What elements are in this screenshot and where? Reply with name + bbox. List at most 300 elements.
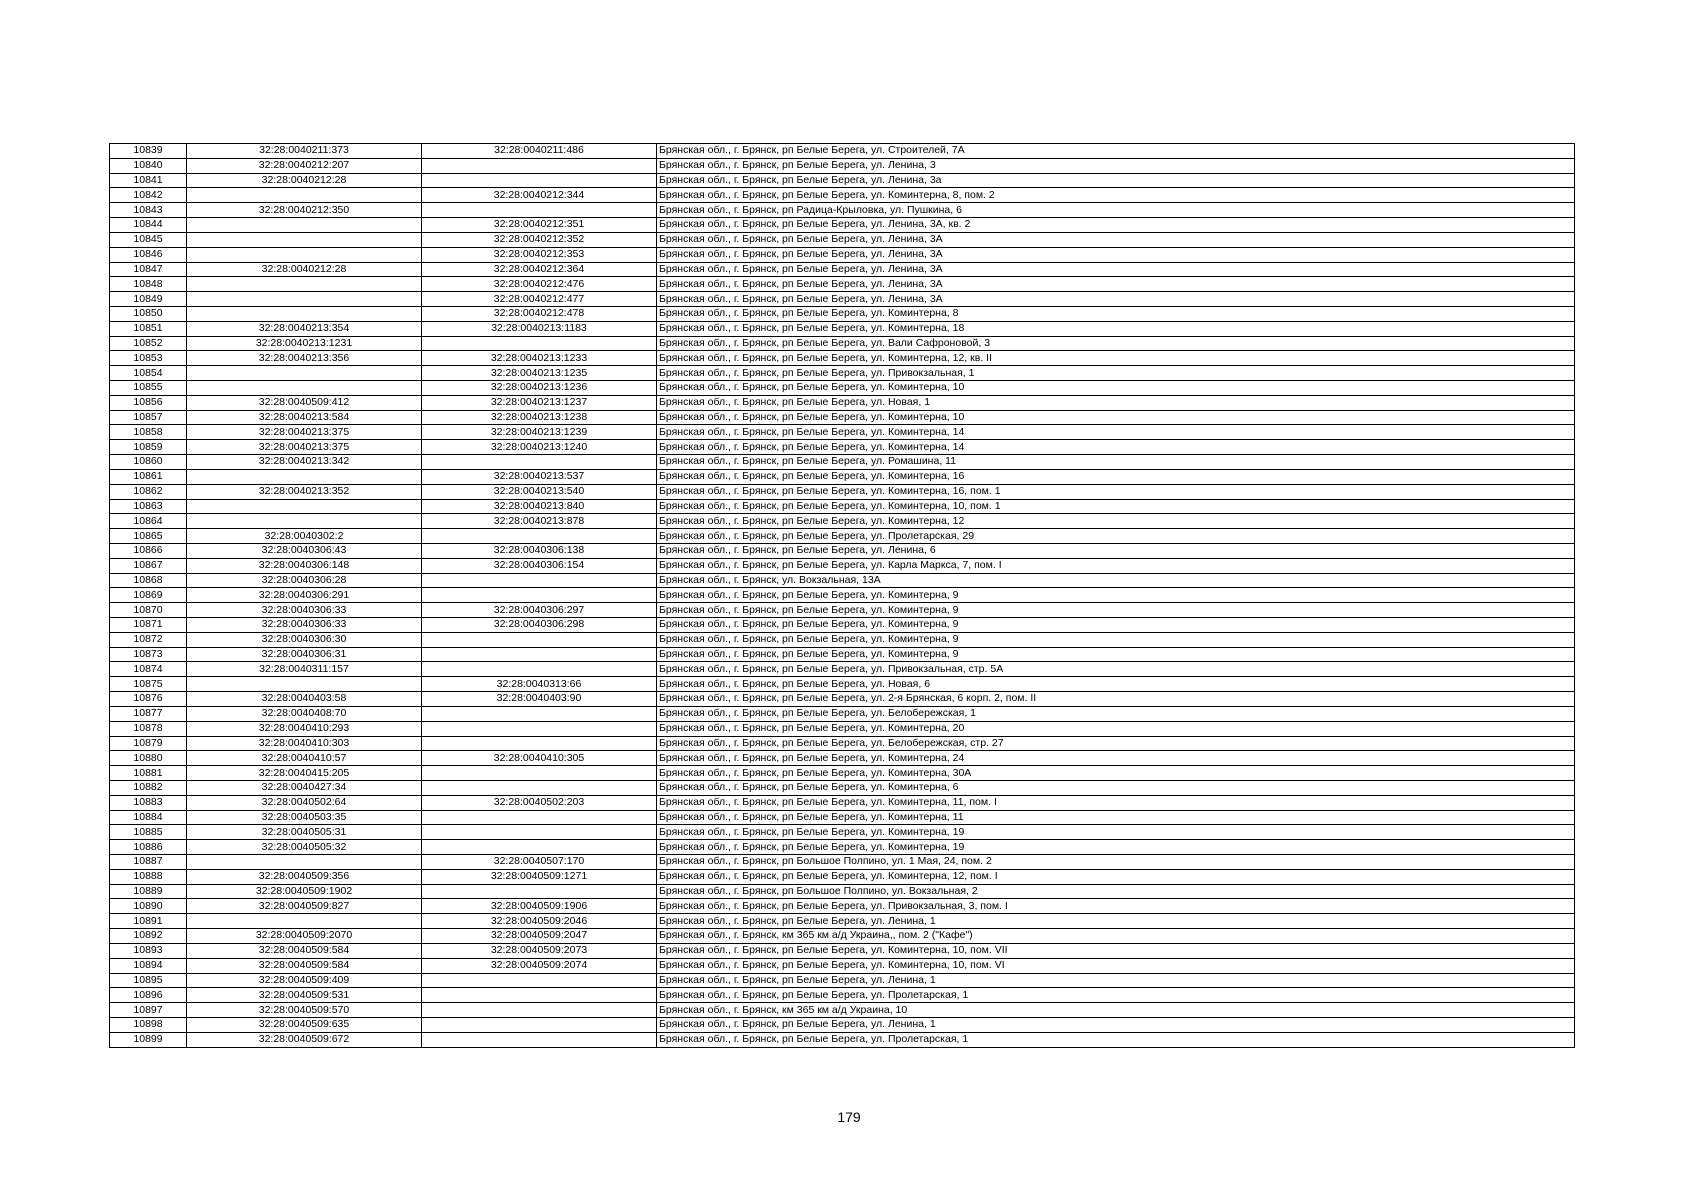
row-number-cell: 10849	[110, 292, 187, 307]
row-number-cell: 10846	[110, 247, 187, 262]
row-number-cell: 10899	[110, 1032, 187, 1047]
cadastral-number-cell: 32:28:0040306:291	[187, 588, 422, 603]
related-cadastral-number-cell	[422, 529, 657, 544]
cadastral-number-cell: 32:28:0040505:32	[187, 840, 422, 855]
cadastral-number-cell	[187, 247, 422, 262]
address-cell: Брянская обл., г. Брянск, рп Белые Берега, ул. Строителей, 7А	[657, 144, 1575, 159]
table-row	[110, 766, 1575, 781]
row-number-cell: 10883	[110, 795, 187, 810]
cadastral-number-cell	[187, 232, 422, 247]
table-row	[110, 943, 1575, 958]
cadastral-number-cell: 32:28:0040306:43	[187, 543, 422, 558]
table-row	[110, 351, 1575, 366]
row-number-cell: 10877	[110, 706, 187, 721]
row-number-cell: 10855	[110, 381, 187, 396]
address-cell: Брянская обл., г. Брянск, рп Белые Берега, ул. Коминтерна, 14	[657, 425, 1575, 440]
related-cadastral-number-cell: 32:28:0040212:344	[422, 188, 657, 203]
table-row	[110, 218, 1575, 233]
row-number-cell: 10895	[110, 973, 187, 988]
address-cell: Брянская обл., г. Брянск, рп Белые Берега, ул. Коминтерна, 19	[657, 840, 1575, 855]
row-number-cell: 10889	[110, 884, 187, 899]
table-row	[110, 558, 1575, 573]
related-cadastral-number-cell	[422, 455, 657, 470]
related-cadastral-number-cell	[422, 1032, 657, 1047]
related-cadastral-number-cell: 32:28:0040211:486	[422, 144, 657, 159]
related-cadastral-number-cell	[422, 780, 657, 795]
table-row	[110, 632, 1575, 647]
address-cell: Брянская обл., г. Брянск, рп Белые Берега, ул. Коминтерна, 8	[657, 306, 1575, 321]
related-cadastral-number-cell: 32:28:0040403:90	[422, 692, 657, 707]
row-number-cell: 10881	[110, 766, 187, 781]
table-row	[110, 988, 1575, 1003]
table-row	[110, 455, 1575, 470]
cadastral-number-cell	[187, 292, 422, 307]
related-cadastral-number-cell: 32:28:0040509:2073	[422, 943, 657, 958]
address-cell: Брянская обл., г. Брянск, рп Белые Берега, ул. Пролетарская, 29	[657, 529, 1575, 544]
related-cadastral-number-cell: 32:28:0040306:154	[422, 558, 657, 573]
table-row	[110, 1017, 1575, 1032]
address-cell: Брянская обл., г. Брянск, рп Белые Берега, ул. Новая, 6	[657, 677, 1575, 692]
table-row	[110, 425, 1575, 440]
table-row	[110, 158, 1575, 173]
related-cadastral-number-cell: 32:28:0040213:537	[422, 469, 657, 484]
table-body	[110, 144, 1575, 1048]
address-cell: Брянская обл., г. Брянск, рп Белые Берега, ул. Пролетарская, 1	[657, 1032, 1575, 1047]
row-number-cell: 10842	[110, 188, 187, 203]
cadastral-number-cell: 32:28:0040306:30	[187, 632, 422, 647]
cadastral-number-cell: 32:28:0040213:584	[187, 410, 422, 425]
cadastral-number-cell: 32:28:0040211:373	[187, 144, 422, 159]
address-cell: Брянская обл., г. Брянск, рп Белые Берега, ул. Ленина, 3А	[657, 292, 1575, 307]
row-number-cell: 10847	[110, 262, 187, 277]
cadastral-number-cell: 32:28:0040509:2070	[187, 929, 422, 944]
table-row	[110, 144, 1575, 159]
cadastral-number-cell: 32:28:0040212:28	[187, 173, 422, 188]
row-number-cell: 10886	[110, 840, 187, 855]
address-cell: Брянская обл., г. Брянск, рп Белые Берега, ул. Коминтерна, 11	[657, 810, 1575, 825]
cadastral-number-cell: 32:28:0040509:1902	[187, 884, 422, 899]
cadastral-number-cell: 32:28:0040403:58	[187, 692, 422, 707]
address-cell: Брянская обл., г. Брянск, рп Белые Берега, ул. Ленина, 3А	[657, 277, 1575, 292]
related-cadastral-number-cell: 32:28:0040213:1233	[422, 351, 657, 366]
address-cell: Брянская обл., г. Брянск, рп Белые Берега, ул. Коминтерна, 12	[657, 514, 1575, 529]
row-number-cell: 10854	[110, 366, 187, 381]
row-number-cell: 10892	[110, 929, 187, 944]
related-cadastral-number-cell: 32:28:0040212:351	[422, 218, 657, 233]
address-cell: Брянская обл., г. Брянск, рп Белые Берега, ул. Белобережская, 1	[657, 706, 1575, 721]
related-cadastral-number-cell: 32:28:0040410:305	[422, 751, 657, 766]
related-cadastral-number-cell	[422, 173, 657, 188]
address-cell: Брянская обл., г. Брянск, рп Белые Берега, ул. Карла Маркса, 7, пом. I	[657, 558, 1575, 573]
related-cadastral-number-cell	[422, 988, 657, 1003]
row-number-cell: 10890	[110, 899, 187, 914]
row-number-cell: 10897	[110, 1003, 187, 1018]
cadastral-number-cell	[187, 306, 422, 321]
table-row	[110, 173, 1575, 188]
address-cell: Брянская обл., г. Брянск, рп Белые Берега, ул. Коминтерна, 6	[657, 780, 1575, 795]
row-number-cell: 10884	[110, 810, 187, 825]
table-row	[110, 247, 1575, 262]
row-number-cell: 10839	[110, 144, 187, 159]
address-cell: Брянская обл., г. Брянск, рп Белые Берега, ул. Ленина, 3А	[657, 232, 1575, 247]
cadastral-number-cell: 32:28:0040509:531	[187, 988, 422, 1003]
table-row	[110, 780, 1575, 795]
related-cadastral-number-cell	[422, 1003, 657, 1018]
related-cadastral-number-cell: 32:28:0040502:203	[422, 795, 657, 810]
address-cell: Брянская обл., г. Брянск, рп Белые Берега, ул. Коминтерна, 16	[657, 469, 1575, 484]
cadastral-number-cell: 32:28:0040509:584	[187, 943, 422, 958]
address-cell: Брянская обл., г. Брянск, рп Белые Берега, ул. Ромашина, 11	[657, 455, 1575, 470]
row-number-cell: 10880	[110, 751, 187, 766]
cadastral-number-cell	[187, 381, 422, 396]
related-cadastral-number-cell	[422, 973, 657, 988]
row-number-cell: 10873	[110, 647, 187, 662]
table-row	[110, 899, 1575, 914]
cadastral-number-cell: 32:28:0040213:375	[187, 440, 422, 455]
table-row	[110, 869, 1575, 884]
cadastral-number-cell: 32:28:0040306:148	[187, 558, 422, 573]
row-number-cell: 10857	[110, 410, 187, 425]
related-cadastral-number-cell: 32:28:0040213:1235	[422, 366, 657, 381]
related-cadastral-number-cell	[422, 706, 657, 721]
address-cell: Брянская обл., г. Брянск, рп Белые Берега, ул. Ленина, 3А	[657, 262, 1575, 277]
table-row	[110, 410, 1575, 425]
related-cadastral-number-cell: 32:28:0040213:1236	[422, 381, 657, 396]
related-cadastral-number-cell: 32:28:0040213:1237	[422, 395, 657, 410]
table-row	[110, 751, 1575, 766]
cadastral-number-cell: 32:28:0040311:157	[187, 662, 422, 677]
row-number-cell: 10872	[110, 632, 187, 647]
row-number-cell: 10862	[110, 484, 187, 499]
cadastral-number-cell: 32:28:0040213:342	[187, 455, 422, 470]
related-cadastral-number-cell: 32:28:0040507:170	[422, 855, 657, 870]
related-cadastral-number-cell: 32:28:0040509:1271	[422, 869, 657, 884]
table-row	[110, 973, 1575, 988]
address-cell: Брянская обл., г. Брянск, рп Белые Берега, ул. Коминтерна, 19	[657, 825, 1575, 840]
cadastral-number-cell: 32:28:0040213:375	[187, 425, 422, 440]
table-row	[110, 1032, 1575, 1047]
address-cell: Брянская обл., г. Брянск, ул. Вокзальная, 13А	[657, 573, 1575, 588]
table-row	[110, 395, 1575, 410]
related-cadastral-number-cell	[422, 884, 657, 899]
related-cadastral-number-cell: 32:28:0040213:878	[422, 514, 657, 529]
cadastral-number-cell: 32:28:0040410:293	[187, 721, 422, 736]
address-cell: Брянская обл., г. Брянск, рп Белые Берега, ул. Ленина, 1	[657, 1017, 1575, 1032]
row-number-cell: 10848	[110, 277, 187, 292]
related-cadastral-number-cell	[422, 573, 657, 588]
row-number-cell: 10894	[110, 958, 187, 973]
table-row	[110, 543, 1575, 558]
row-number-cell: 10860	[110, 455, 187, 470]
table-row	[110, 647, 1575, 662]
address-cell: Брянская обл., г. Брянск, рп Белые Берега, ул. Коминтерна, 20	[657, 721, 1575, 736]
page-number: 179	[837, 1109, 861, 1125]
address-cell: Брянская обл., г. Брянск, км 365 км а/д Украина,, пом. 2 ("Кафе")	[657, 929, 1575, 944]
address-cell: Брянская обл., г. Брянск, рп Большое Полпино, ул. 1 Мая, 24, пом. 2	[657, 855, 1575, 870]
related-cadastral-number-cell	[422, 1017, 657, 1032]
related-cadastral-number-cell	[422, 158, 657, 173]
address-cell: Брянская обл., г. Брянск, рп Белые Берега, ул. Коминтерна, 30А	[657, 766, 1575, 781]
cadastral-number-cell	[187, 499, 422, 514]
table-row	[110, 914, 1575, 929]
cadastral-number-cell: 32:28:0040302:2	[187, 529, 422, 544]
row-number-cell: 10882	[110, 780, 187, 795]
table-row	[110, 662, 1575, 677]
related-cadastral-number-cell: 32:28:0040213:1240	[422, 440, 657, 455]
row-number-cell: 10885	[110, 825, 187, 840]
cadastral-number-cell	[187, 914, 422, 929]
related-cadastral-number-cell: 32:28:0040212:364	[422, 262, 657, 277]
table-row	[110, 499, 1575, 514]
cadastral-number-cell: 32:28:0040410:57	[187, 751, 422, 766]
row-number-cell: 10867	[110, 558, 187, 573]
row-number-cell: 10861	[110, 469, 187, 484]
related-cadastral-number-cell: 32:28:0040509:2047	[422, 929, 657, 944]
table-row	[110, 514, 1575, 529]
address-cell: Брянская обл., г. Брянск, рп Белые Берега, ул. Вали Сафроновой, 3	[657, 336, 1575, 351]
row-number-cell: 10856	[110, 395, 187, 410]
property-register-table	[109, 143, 1575, 1048]
related-cadastral-number-cell: 32:28:0040212:476	[422, 277, 657, 292]
address-cell: Брянская обл., г. Брянск, рп Белые Берега, ул. Коминтерна, 10, пом. VI	[657, 958, 1575, 973]
address-cell: Брянская обл., г. Брянск, км 365 км а/д Украина, 10	[657, 1003, 1575, 1018]
cadastral-number-cell: 32:28:0040410:303	[187, 736, 422, 751]
table-row	[110, 618, 1575, 633]
cadastral-number-cell: 32:28:0040306:28	[187, 573, 422, 588]
related-cadastral-number-cell	[422, 336, 657, 351]
cadastral-number-cell: 32:28:0040502:64	[187, 795, 422, 810]
row-number-cell: 10888	[110, 869, 187, 884]
table-row	[110, 692, 1575, 707]
table-row	[110, 484, 1575, 499]
cadastral-number-cell	[187, 514, 422, 529]
address-cell: Брянская обл., г. Брянск, рп Белые Берега, ул. Коминтерна, 8, пом. 2	[657, 188, 1575, 203]
table-row	[110, 677, 1575, 692]
row-number-cell: 10844	[110, 218, 187, 233]
related-cadastral-number-cell: 32:28:0040313:66	[422, 677, 657, 692]
address-cell: Брянская обл., г. Брянск, рп Белые Берега, ул. Коминтерна, 24	[657, 751, 1575, 766]
cadastral-number-cell: 32:28:0040415:205	[187, 766, 422, 781]
address-cell: Брянская обл., г. Брянск, рп Белые Берега, ул. Коминтерна, 9	[657, 618, 1575, 633]
table-row	[110, 336, 1575, 351]
cadastral-number-cell	[187, 277, 422, 292]
address-cell: Брянская обл., г. Брянск, рп Белые Берега, ул. Коминтерна, 9	[657, 632, 1575, 647]
cadastral-number-cell: 32:28:0040509:570	[187, 1003, 422, 1018]
address-cell: Брянская обл., г. Брянск, рп Белые Берега, ул. Ленина, 1	[657, 914, 1575, 929]
related-cadastral-number-cell	[422, 766, 657, 781]
cadastral-number-cell	[187, 855, 422, 870]
table-row	[110, 469, 1575, 484]
table-row	[110, 929, 1575, 944]
related-cadastral-number-cell: 32:28:0040509:2074	[422, 958, 657, 973]
address-cell: Брянская обл., г. Брянск, рп Белые Берега, ул. Коминтерна, 14	[657, 440, 1575, 455]
table-row	[110, 188, 1575, 203]
related-cadastral-number-cell: 32:28:0040213:1239	[422, 425, 657, 440]
row-number-cell: 10868	[110, 573, 187, 588]
address-cell: Брянская обл., г. Брянск, рп Белые Берега, ул. Привокзальная, стр. 5А	[657, 662, 1575, 677]
row-number-cell: 10896	[110, 988, 187, 1003]
address-cell: Брянская обл., г. Брянск, рп Белые Берега, ул. Привокзальная, 1	[657, 366, 1575, 381]
address-cell: Брянская обл., г. Брянск, рп Белые Берега, ул. Ленина, 3А, кв. 2	[657, 218, 1575, 233]
cadastral-number-cell: 32:28:0040212:207	[187, 158, 422, 173]
address-cell: Брянская обл., г. Брянск, рп Белые Берега, ул. Коминтерна, 18	[657, 321, 1575, 336]
related-cadastral-number-cell	[422, 825, 657, 840]
address-cell: Брянская обл., г. Брянск, рп Белые Берега, ул. Коминтерна, 10	[657, 381, 1575, 396]
row-number-cell: 10871	[110, 618, 187, 633]
address-cell: Брянская обл., г. Брянск, рп Белые Берега, ул. Коминтерна, 9	[657, 603, 1575, 618]
row-number-cell: 10887	[110, 855, 187, 870]
table-row	[110, 810, 1575, 825]
row-number-cell: 10864	[110, 514, 187, 529]
cadastral-number-cell: 32:28:0040306:31	[187, 647, 422, 662]
cadastral-number-cell: 32:28:0040213:356	[187, 351, 422, 366]
related-cadastral-number-cell	[422, 810, 657, 825]
row-number-cell: 10865	[110, 529, 187, 544]
related-cadastral-number-cell: 32:28:0040509:1906	[422, 899, 657, 914]
row-number-cell: 10869	[110, 588, 187, 603]
related-cadastral-number-cell: 32:28:0040212:352	[422, 232, 657, 247]
table-row	[110, 603, 1575, 618]
cadastral-number-cell: 32:28:0040509:412	[187, 395, 422, 410]
table-row	[110, 840, 1575, 855]
row-number-cell: 10878	[110, 721, 187, 736]
address-cell: Брянская обл., г. Брянск, рп Белые Берега, ул. Привокзальная, 3, пом. I	[657, 899, 1575, 914]
related-cadastral-number-cell	[422, 736, 657, 751]
address-cell: Брянская обл., г. Брянск, рп Большое Полпино, ул. Вокзальная, 2	[657, 884, 1575, 899]
table-row	[110, 203, 1575, 218]
table-row	[110, 855, 1575, 870]
address-cell: Брянская обл., г. Брянск, рп Белые Берега, ул. Ленина, 6	[657, 543, 1575, 558]
cadastral-number-cell: 32:28:0040503:35	[187, 810, 422, 825]
table-row	[110, 366, 1575, 381]
related-cadastral-number-cell	[422, 662, 657, 677]
table-row	[110, 706, 1575, 721]
table-row	[110, 381, 1575, 396]
cadastral-number-cell: 32:28:0040509:356	[187, 869, 422, 884]
row-number-cell: 10843	[110, 203, 187, 218]
row-number-cell: 10863	[110, 499, 187, 514]
cadastral-number-cell: 32:28:0040509:672	[187, 1032, 422, 1047]
table-row	[110, 795, 1575, 810]
table-row	[110, 721, 1575, 736]
address-cell: Брянская обл., г. Брянск, рп Белые Берега, ул. Коминтерна, 11, пом. I	[657, 795, 1575, 810]
cadastral-number-cell: 32:28:0040306:33	[187, 603, 422, 618]
related-cadastral-number-cell: 32:28:0040212:478	[422, 306, 657, 321]
row-number-cell: 10893	[110, 943, 187, 958]
cadastral-number-cell: 32:28:0040408:70	[187, 706, 422, 721]
related-cadastral-number-cell: 32:28:0040212:477	[422, 292, 657, 307]
address-cell: Брянская обл., г. Брянск, рп Белые Берега, ул. Коминтерна, 10	[657, 410, 1575, 425]
related-cadastral-number-cell: 32:28:0040212:353	[422, 247, 657, 262]
table-row	[110, 232, 1575, 247]
cadastral-number-cell: 32:28:0040213:1231	[187, 336, 422, 351]
cadastral-number-cell: 32:28:0040213:352	[187, 484, 422, 499]
related-cadastral-number-cell: 32:28:0040306:298	[422, 618, 657, 633]
row-number-cell: 10853	[110, 351, 187, 366]
address-cell: Брянская обл., г. Брянск, рп Белые Берега, ул. Пролетарская, 1	[657, 988, 1575, 1003]
cadastral-number-cell: 32:28:0040427:34	[187, 780, 422, 795]
table-row	[110, 884, 1575, 899]
row-number-cell: 10859	[110, 440, 187, 455]
row-number-cell: 10851	[110, 321, 187, 336]
cadastral-number-cell: 32:28:0040509:827	[187, 899, 422, 914]
address-cell: Брянская обл., г. Брянск, рп Белые Берега, ул. Ленина, 1	[657, 973, 1575, 988]
address-cell: Брянская обл., г. Брянск, рп Белые Берега, ул. Ленина, 3А	[657, 247, 1575, 262]
row-number-cell: 10858	[110, 425, 187, 440]
table-row	[110, 262, 1575, 277]
row-number-cell: 10870	[110, 603, 187, 618]
address-cell: Брянская обл., г. Брянск, рп Белые Берега, ул. 2-я Брянская, 6 корп. 2, пом. II	[657, 692, 1575, 707]
address-cell: Брянская обл., г. Брянск, рп Белые Берега, ул. Коминтерна, 10, пом. 1	[657, 499, 1575, 514]
row-number-cell: 10891	[110, 914, 187, 929]
related-cadastral-number-cell: 32:28:0040213:840	[422, 499, 657, 514]
table-row	[110, 588, 1575, 603]
address-cell: Брянская обл., г. Брянск, рп Белые Берега, ул. Коминтерна, 12, пом. I	[657, 869, 1575, 884]
address-cell: Брянская обл., г. Брянск, рп Белые Берега, ул. Коминтерна, 16, пом. 1	[657, 484, 1575, 499]
cadastral-number-cell: 32:28:0040306:33	[187, 618, 422, 633]
related-cadastral-number-cell	[422, 647, 657, 662]
related-cadastral-number-cell	[422, 588, 657, 603]
cadastral-number-cell	[187, 218, 422, 233]
related-cadastral-number-cell	[422, 721, 657, 736]
table-row	[110, 825, 1575, 840]
row-number-cell: 10876	[110, 692, 187, 707]
address-cell: Брянская обл., г. Брянск, рп Белые Берега, ул. Коминтерна, 10, пом. VII	[657, 943, 1575, 958]
row-number-cell: 10850	[110, 306, 187, 321]
table-row	[110, 736, 1575, 751]
row-number-cell: 10866	[110, 543, 187, 558]
related-cadastral-number-cell: 32:28:0040213:1238	[422, 410, 657, 425]
related-cadastral-number-cell: 32:28:0040306:138	[422, 543, 657, 558]
row-number-cell: 10852	[110, 336, 187, 351]
related-cadastral-number-cell	[422, 632, 657, 647]
row-number-cell: 10875	[110, 677, 187, 692]
table-row	[110, 440, 1575, 455]
address-cell: Брянская обл., г. Брянск, рп Белые Берега, ул. Ленина, 3	[657, 158, 1575, 173]
row-number-cell: 10874	[110, 662, 187, 677]
address-cell: Брянская обл., г. Брянск, рп Белые Берега, ул. Коминтерна, 12, кв. II	[657, 351, 1575, 366]
related-cadastral-number-cell: 32:28:0040213:1183	[422, 321, 657, 336]
row-number-cell: 10845	[110, 232, 187, 247]
address-cell: Брянская обл., г. Брянск, рп Белые Берега, ул. Белобережская, стр. 27	[657, 736, 1575, 751]
cadastral-number-cell: 32:28:0040509:635	[187, 1017, 422, 1032]
row-number-cell: 10879	[110, 736, 187, 751]
table-row	[110, 306, 1575, 321]
table-row	[110, 529, 1575, 544]
address-cell: Брянская обл., г. Брянск, рп Белые Берега, ул. Коминтерна, 9	[657, 647, 1575, 662]
table-row	[110, 292, 1575, 307]
cadastral-number-cell	[187, 469, 422, 484]
address-cell: Брянская обл., г. Брянск, рп Белые Берега, ул. Новая, 1	[657, 395, 1575, 410]
cadastral-number-cell: 32:28:0040509:409	[187, 973, 422, 988]
cadastral-number-cell	[187, 366, 422, 381]
address-cell: Брянская обл., г. Брянск, рп Белые Берега, ул. Ленина, 3а	[657, 173, 1575, 188]
table-row	[110, 958, 1575, 973]
cadastral-number-cell: 32:28:0040505:31	[187, 825, 422, 840]
related-cadastral-number-cell: 32:28:0040509:2046	[422, 914, 657, 929]
cadastral-number-cell: 32:28:0040212:28	[187, 262, 422, 277]
cadastral-number-cell: 32:28:0040212:350	[187, 203, 422, 218]
row-number-cell: 10898	[110, 1017, 187, 1032]
table-row	[110, 573, 1575, 588]
related-cadastral-number-cell	[422, 840, 657, 855]
address-cell: Брянская обл., г. Брянск, рп Белые Берега, ул. Коминтерна, 9	[657, 588, 1575, 603]
related-cadastral-number-cell	[422, 203, 657, 218]
table-row	[110, 321, 1575, 336]
cadastral-number-cell: 32:28:0040509:584	[187, 958, 422, 973]
address-cell: Брянская обл., г. Брянск, рп Радица-Крыловка, ул. Пушкина, 6	[657, 203, 1575, 218]
cadastral-number-cell	[187, 677, 422, 692]
